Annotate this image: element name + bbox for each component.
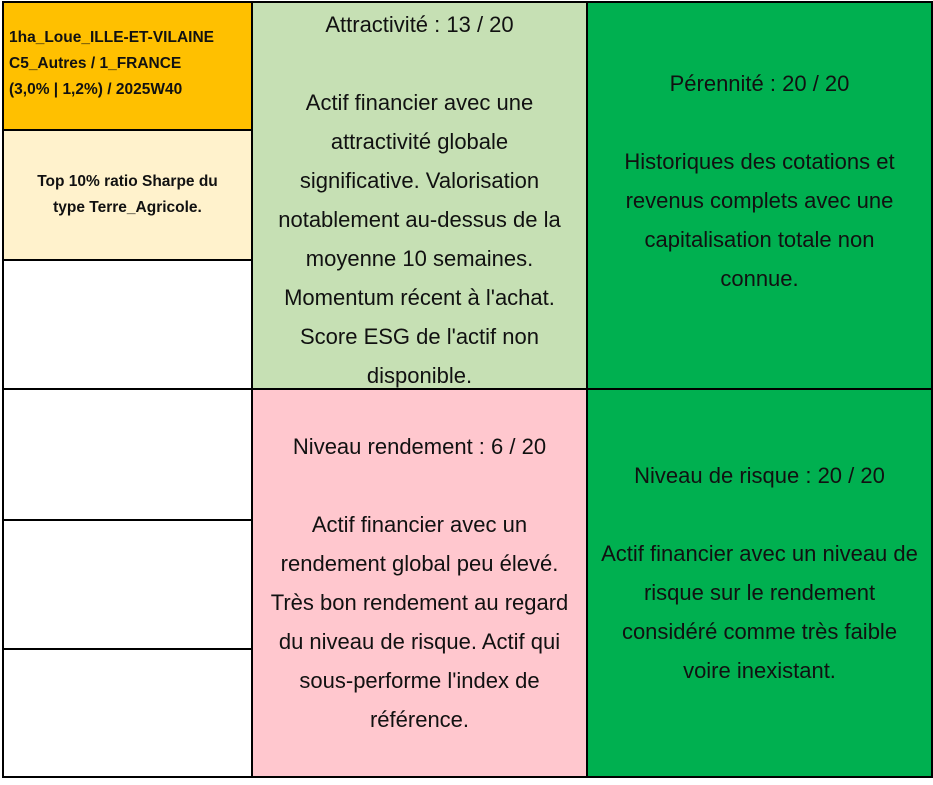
perennite-cell [586,1,933,390]
rendement-text-line: référence. [369,707,470,732]
risque-text-line: considéré comme très faible [621,619,898,644]
rendement-text-line: rendement global peu élevé. [280,551,559,576]
rendement-text-line: Très bon rendement au regard [270,590,569,615]
rendement-text-line: Actif financier avec un [311,512,528,537]
empty-cell [2,519,253,650]
perennite-title: Pérennité : 20 / 20 [669,70,850,96]
risque-text-line: voire inexistant. [683,658,836,683]
asset-stats: (3,0% | 1,2%) / 2025W40 [9,81,183,98]
attractivite-text-line: Momentum récent à l'achat. [284,285,555,310]
attractivite-text-line: significative. Valorisation [299,168,540,193]
rendement-title: Niveau rendement : 6 / 20 [292,434,547,459]
perennite-text-line: Historiques des cotations et [624,148,895,174]
attractivite-title: Attractivité : 13 / 20 [325,12,514,37]
attractivite-text-line: Score ESG de l'actif non [300,324,539,349]
asset-header-cell [2,1,253,131]
attractivite-text-line: disponible. [366,363,473,388]
perennite-text-line: revenus complets avec une [625,187,894,213]
perennite-text-line: connue. [720,265,799,291]
asset-category: C5_Autres / 1_FRANCE [9,55,182,72]
risque-title: Niveau de risque : 20 / 20 [634,463,885,488]
attractivite-cell [251,1,588,390]
empty-cell [2,648,253,778]
attractivite-text-line: moyenne 10 semaines. [305,246,534,271]
risque-text-line: risque sur le rendement [643,580,876,605]
risque-text-line: Actif financier avec un niveau de [601,541,918,566]
highlight-cell [2,129,253,261]
attractivite-text-line: notablement au-dessus de la [278,207,561,232]
attractivite-text-line: Actif financier avec une [305,90,534,115]
rendement-text-line: du niveau de risque. Actif qui [278,629,561,654]
rendement-text-line: sous-performe l'index de [299,668,540,693]
highlight-line-2: type Terre_Agricole. [53,199,202,216]
attractivite-text-line: attractivité globale [330,129,509,154]
empty-cell [2,259,253,390]
empty-cell [2,388,253,521]
highlight-line-1: Top 10% ratio Sharpe du [37,173,218,190]
perennite-text-line: capitalisation totale non [644,226,875,252]
rendement-cell [251,388,588,778]
asset-name: 1ha_Loue_ILLE-ET-VILAINE [9,29,214,46]
risque-cell [586,388,933,778]
